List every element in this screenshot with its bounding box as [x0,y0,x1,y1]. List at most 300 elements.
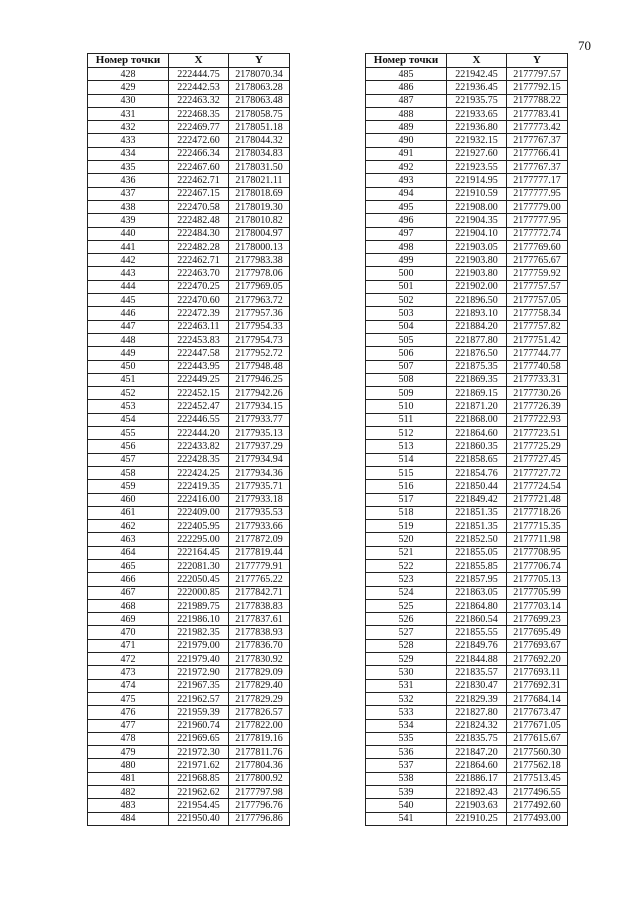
table-row [366,174,568,187]
table-row [366,666,568,679]
cell-point-number: 498 [366,240,447,253]
cell-x: 222428.35 [169,453,229,466]
cell-y: 2177705.99 [507,586,568,599]
cell-x: 222463.32 [169,94,229,107]
cell-x: 222468.35 [169,107,229,120]
cell-x: 221969.65 [169,732,229,745]
header-y: Y [507,54,568,68]
cell-y: 2177963.72 [229,294,290,307]
cell-point-number: 451 [88,373,169,386]
cell-y: 2177513.45 [507,772,568,785]
cell-x: 222469.77 [169,121,229,134]
cell-x: 221892.43 [447,786,507,799]
cell-y: 2177954.33 [229,320,290,333]
cell-y: 2177673.47 [507,706,568,719]
cell-x: 221864.80 [447,599,507,612]
cell-y: 2178051.18 [229,121,290,134]
cell-y: 2178070.34 [229,68,290,81]
cell-x: 221893.10 [447,307,507,320]
cell-x: 221936.45 [447,81,507,94]
cell-point-number: 508 [366,373,447,386]
cell-y: 2178034.83 [229,147,290,160]
cell-x: 221864.60 [447,427,507,440]
cell-point-number: 497 [366,227,447,240]
cell-x: 222433.82 [169,440,229,453]
cell-point-number: 444 [88,280,169,293]
cell-point-number: 467 [88,586,169,599]
table-row [88,254,290,267]
table-row [88,227,290,240]
cell-point-number: 488 [366,107,447,120]
cell-x: 221927.60 [447,147,507,160]
cell-x: 221850.44 [447,480,507,493]
table-row [366,732,568,745]
cell-x: 221971.62 [169,759,229,772]
table-row [366,653,568,666]
table-row [366,280,568,293]
table-row [88,639,290,652]
table-row [366,320,568,333]
cell-point-number: 510 [366,400,447,413]
table-row [88,706,290,719]
cell-x: 221849.42 [447,493,507,506]
table-header-row [88,54,290,68]
cell-y: 2177705.13 [507,573,568,586]
cell-y: 2177693.67 [507,639,568,652]
cell-point-number: 470 [88,626,169,639]
cell-point-number: 441 [88,240,169,253]
cell-x: 221860.35 [447,440,507,453]
header-y: Y [229,54,290,68]
table-row [366,147,568,160]
cell-x: 222482.28 [169,240,229,253]
cell-y: 2177797.57 [507,68,568,81]
cell-x: 222447.58 [169,347,229,360]
cell-x: 221914.95 [447,174,507,187]
cell-y: 2177933.77 [229,413,290,426]
cell-x: 221959.39 [169,706,229,719]
cell-y: 2177699.23 [507,613,568,626]
cell-x: 221972.30 [169,746,229,759]
cell-y: 2177671.05 [507,719,568,732]
cell-point-number: 461 [88,506,169,519]
cell-x: 221903.05 [447,240,507,253]
cell-point-number: 442 [88,254,169,267]
cell-y: 2178058.75 [229,107,290,120]
cell-y: 2177969.05 [229,280,290,293]
cell-x: 222467.60 [169,161,229,174]
cell-x: 221962.62 [169,786,229,799]
cell-y: 2177724.54 [507,480,568,493]
cell-y: 2178018.69 [229,187,290,200]
cell-x: 221849.76 [447,639,507,652]
cell-y: 2177804.36 [229,759,290,772]
cell-point-number: 473 [88,666,169,679]
header-x: X [447,54,507,68]
table-row [88,573,290,586]
cell-point-number: 519 [366,520,447,533]
table-row [88,613,290,626]
table-row [366,520,568,533]
cell-point-number: 541 [366,812,447,825]
table-row [366,559,568,572]
cell-point-number: 450 [88,360,169,373]
cell-point-number: 504 [366,320,447,333]
table-row [88,121,290,134]
cell-point-number: 439 [88,214,169,227]
cell-y: 2177934.94 [229,453,290,466]
table-body [366,68,568,826]
cell-y: 2177830.92 [229,653,290,666]
cell-x: 221903.63 [447,799,507,812]
cell-point-number: 501 [366,280,447,293]
cell-point-number: 484 [88,812,169,825]
cell-point-number: 445 [88,294,169,307]
cell-point-number: 458 [88,466,169,479]
cell-y: 2177692.20 [507,653,568,666]
cell-point-number: 449 [88,347,169,360]
cell-x: 221854.76 [447,466,507,479]
table-row [366,506,568,519]
table-row [88,107,290,120]
table-row [88,81,290,94]
table-row [366,400,568,413]
cell-x: 222482.48 [169,214,229,227]
table-row [366,746,568,759]
cell-y: 2178010.82 [229,214,290,227]
cell-point-number: 483 [88,799,169,812]
cell-x: 222472.39 [169,307,229,320]
table-row [366,599,568,612]
cell-point-number: 452 [88,387,169,400]
table-row [88,520,290,533]
table-row [366,759,568,772]
table-row [366,68,568,81]
cell-y: 2177708.95 [507,546,568,559]
header-point-number: Номер точки [88,54,169,68]
table-row [88,653,290,666]
cell-point-number: 524 [366,586,447,599]
cell-x: 222484.30 [169,227,229,240]
cell-x: 221932.15 [447,134,507,147]
cell-y: 2177722.93 [507,413,568,426]
table-row [366,626,568,639]
cell-point-number: 447 [88,320,169,333]
cell-y: 2177757.57 [507,280,568,293]
cell-y: 2177788.22 [507,94,568,107]
cell-point-number: 499 [366,254,447,267]
cell-point-number: 517 [366,493,447,506]
cell-point-number: 489 [366,121,447,134]
table-row [366,267,568,280]
cell-x: 222419.35 [169,480,229,493]
table-row [366,719,568,732]
cell-x: 221902.00 [447,280,507,293]
cell-y: 2177723.51 [507,427,568,440]
table-row [366,466,568,479]
cell-y: 2177744.77 [507,347,568,360]
table-row [366,81,568,94]
cell-x: 222050.45 [169,573,229,586]
cell-y: 2177952.72 [229,347,290,360]
cell-x: 222444.20 [169,427,229,440]
cell-x: 221954.45 [169,799,229,812]
cell-x: 221942.45 [447,68,507,81]
cell-y: 2177957.36 [229,307,290,320]
cell-point-number: 526 [366,613,447,626]
cell-x: 221871.20 [447,400,507,413]
cell-y: 2178019.30 [229,200,290,213]
table-row [366,493,568,506]
table-row [88,786,290,799]
cell-y: 2177733.31 [507,373,568,386]
cell-x: 221979.40 [169,653,229,666]
table-row [366,161,568,174]
table-row [88,493,290,506]
cell-x: 221860.54 [447,613,507,626]
cell-point-number: 513 [366,440,447,453]
table-row [366,427,568,440]
table-row [88,94,290,107]
cell-y: 2177684.14 [507,692,568,705]
cell-x: 221968.85 [169,772,229,785]
cell-point-number: 459 [88,480,169,493]
cell-x: 221960.74 [169,719,229,732]
cell-y: 2177837.61 [229,613,290,626]
table-row [366,134,568,147]
table-row [366,294,568,307]
cell-x: 222470.60 [169,294,229,307]
cell-y: 2177751.42 [507,333,568,346]
table-row [88,147,290,160]
cell-point-number: 457 [88,453,169,466]
table-row [366,480,568,493]
cell-point-number: 474 [88,679,169,692]
cell-y: 2177829.09 [229,666,290,679]
cell-y: 2178063.28 [229,81,290,94]
cell-x: 221904.10 [447,227,507,240]
cell-y: 2177757.82 [507,320,568,333]
cell-y: 2177826.57 [229,706,290,719]
cell-y: 2177711.98 [507,533,568,546]
cell-y: 2178000.13 [229,240,290,253]
cell-y: 2177718.26 [507,506,568,519]
cell-point-number: 481 [88,772,169,785]
cell-point-number: 502 [366,294,447,307]
table-row [366,187,568,200]
cell-point-number: 505 [366,333,447,346]
table-row [366,772,568,785]
table-row [366,453,568,466]
cell-x: 221933.65 [447,107,507,120]
cell-x: 222463.70 [169,267,229,280]
cell-point-number: 486 [366,81,447,94]
table-row [366,533,568,546]
table-row [88,533,290,546]
cell-y: 2177777.95 [507,214,568,227]
cell-x: 221982.35 [169,626,229,639]
table-row [88,214,290,227]
table-row [88,280,290,293]
cell-y: 2177800.92 [229,772,290,785]
table-row [366,360,568,373]
cell-x: 222416.00 [169,493,229,506]
cell-x: 221852.50 [447,533,507,546]
cell-point-number: 518 [366,506,447,519]
cell-y: 2177757.05 [507,294,568,307]
cell-y: 2177766.41 [507,147,568,160]
cell-point-number: 460 [88,493,169,506]
cell-point-number: 437 [88,187,169,200]
cell-y: 2177937.29 [229,440,290,453]
cell-x: 222442.53 [169,81,229,94]
cell-x: 221851.35 [447,520,507,533]
cell-x: 222453.83 [169,333,229,346]
cell-x: 221857.95 [447,573,507,586]
cell-y: 2177727.72 [507,466,568,479]
cell-x: 221824.32 [447,719,507,732]
cell-x: 221910.25 [447,812,507,825]
table-row [366,786,568,799]
table-row [88,347,290,360]
table-row [88,267,290,280]
cell-x: 221884.20 [447,320,507,333]
cell-y: 2178063.48 [229,94,290,107]
cell-y: 2177715.35 [507,520,568,533]
cell-y: 2177765.67 [507,254,568,267]
cell-x: 221979.00 [169,639,229,652]
cell-y: 2177726.39 [507,400,568,413]
table-row [366,107,568,120]
table-row [88,746,290,759]
cell-x: 221844.88 [447,653,507,666]
cell-point-number: 477 [88,719,169,732]
cell-y: 2177725.29 [507,440,568,453]
cell-y: 2178021.11 [229,174,290,187]
cell-y: 2177730.26 [507,387,568,400]
cell-point-number: 476 [88,706,169,719]
cell-y: 2177767.37 [507,134,568,147]
cell-y: 2177792.15 [507,81,568,94]
table-row [88,161,290,174]
cell-x: 222405.95 [169,520,229,533]
table-row [88,413,290,426]
cell-x: 221989.75 [169,599,229,612]
cell-x: 221875.35 [447,360,507,373]
cell-y: 2177562.18 [507,759,568,772]
cell-point-number: 527 [366,626,447,639]
cell-point-number: 491 [366,147,447,160]
cell-x: 222452.47 [169,400,229,413]
coordinates-table-right [365,53,568,826]
table-row [366,254,568,267]
cell-point-number: 479 [88,746,169,759]
cell-y: 2177779.91 [229,559,290,572]
cell-y: 2178004.97 [229,227,290,240]
cell-y: 2177777.95 [507,187,568,200]
cell-x: 222467.15 [169,187,229,200]
header-x: X [169,54,229,68]
cell-point-number: 429 [88,81,169,94]
cell-x: 222164.45 [169,546,229,559]
cell-point-number: 443 [88,267,169,280]
cell-y: 2177759.92 [507,267,568,280]
cell-point-number: 464 [88,546,169,559]
cell-y: 2177796.76 [229,799,290,812]
cell-x: 221864.60 [447,759,507,772]
cell-y: 2177838.83 [229,599,290,612]
cell-point-number: 495 [366,200,447,213]
cell-y: 2178031.50 [229,161,290,174]
cell-point-number: 512 [366,427,447,440]
cell-x: 221847.20 [447,746,507,759]
cell-x: 221910.59 [447,187,507,200]
cell-point-number: 466 [88,573,169,586]
cell-x: 221863.05 [447,586,507,599]
cell-point-number: 472 [88,653,169,666]
cell-y: 2177819.44 [229,546,290,559]
table-row [88,719,290,732]
table-row [88,759,290,772]
cell-point-number: 507 [366,360,447,373]
cell-y: 2177978.06 [229,267,290,280]
cell-x: 221877.80 [447,333,507,346]
table-row [88,732,290,745]
cell-point-number: 530 [366,666,447,679]
cell-x: 222295.00 [169,533,229,546]
cell-x: 222081.30 [169,559,229,572]
cell-x: 222452.15 [169,387,229,400]
cell-point-number: 525 [366,599,447,612]
cell-y: 2177783.41 [507,107,568,120]
table-row [366,546,568,559]
cell-point-number: 514 [366,453,447,466]
table-row [88,373,290,386]
cell-point-number: 536 [366,746,447,759]
cell-x: 222424.25 [169,466,229,479]
cell-y: 2178044.32 [229,134,290,147]
table-row [88,626,290,639]
cell-y: 2177758.34 [507,307,568,320]
cell-y: 2177872.09 [229,533,290,546]
table-row [366,413,568,426]
cell-x: 221936.80 [447,121,507,134]
cell-point-number: 522 [366,559,447,572]
cell-x: 221858.65 [447,453,507,466]
cell-x: 221950.40 [169,812,229,825]
cell-y: 2177615.67 [507,732,568,745]
cell-x: 221935.75 [447,94,507,107]
coordinates-table-left [87,53,290,826]
table-row [366,692,568,705]
cell-point-number: 534 [366,719,447,732]
table-row [366,227,568,240]
cell-x: 221855.55 [447,626,507,639]
cell-point-number: 430 [88,94,169,107]
cell-point-number: 540 [366,799,447,812]
cell-point-number: 482 [88,786,169,799]
cell-y: 2177842.71 [229,586,290,599]
cell-y: 2177829.29 [229,692,290,705]
cell-x: 222444.75 [169,68,229,81]
cell-point-number: 521 [366,546,447,559]
table-row [366,639,568,652]
cell-point-number: 463 [88,533,169,546]
cell-x: 221827.80 [447,706,507,719]
cell-point-number: 487 [366,94,447,107]
cell-x: 221855.85 [447,559,507,572]
cell-x: 222463.11 [169,320,229,333]
